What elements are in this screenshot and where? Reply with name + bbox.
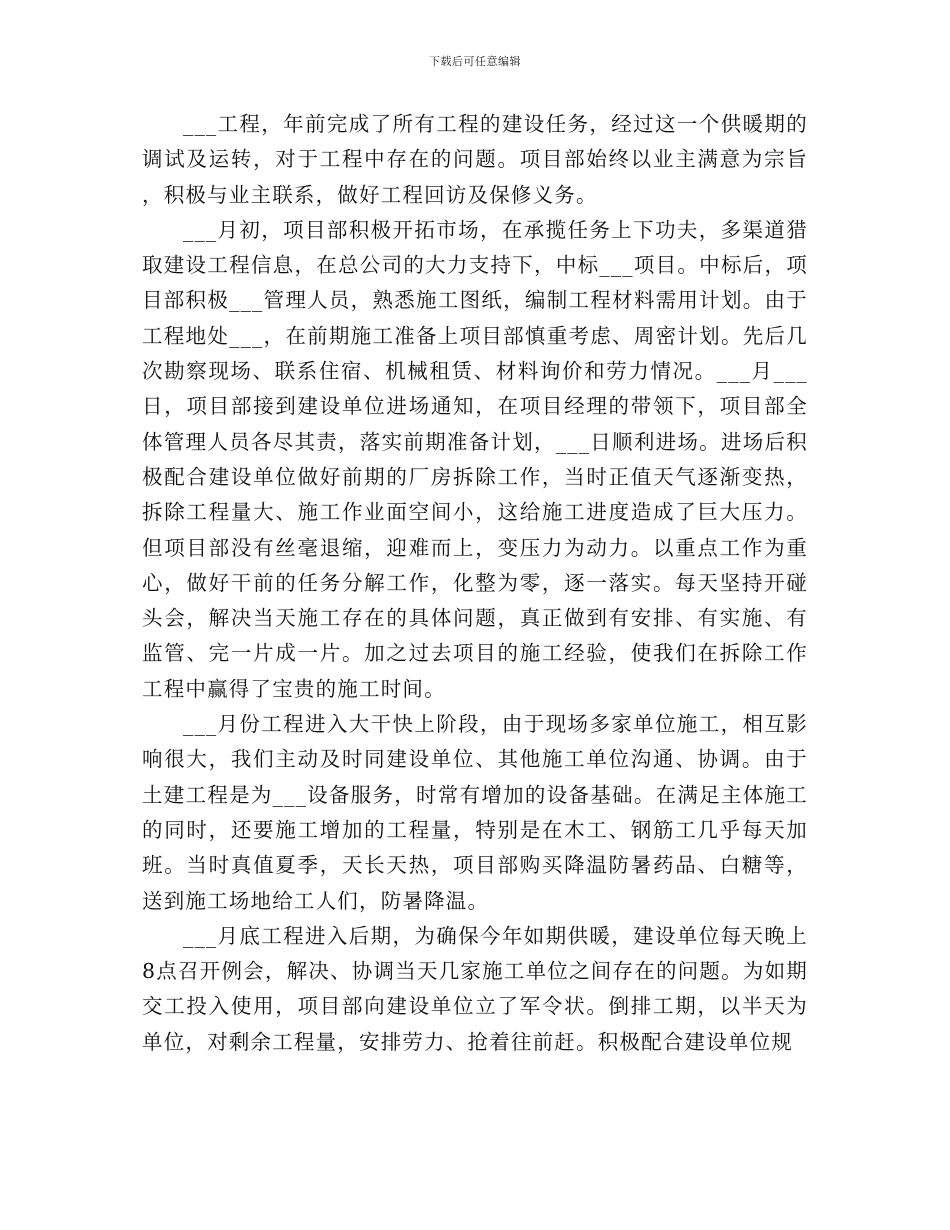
page-header: 下载后可任意编辑 [429,55,521,68]
document-body [142,107,808,1060]
paragraph: ___月初，项目部积极开拓市场，在承揽任务上下功夫，多渠道猎取建设工程信息，在总公司的大力支持下，中标___项目。中标后，项目部积极___管理人员，熟悉施工图纸，编制工程材料需用计划。由于工程地处___，在前期施工准备上项目部慎重考虑、周密计划。先后几次勘察现场、联系住宿、机械租赁、材料询价和劳力情况。___月___日，项目部接到建设单位进场通知，在项目经理的带领下，项目部全体管理人员各尽其责，落实前期准备计划，___日顺利进场。进场后积极配合建设单位做好前期的厂房拆除工作，当时正值天气逐渐变热，拆除工程量大、施工作业面空间小，这给施工进度造成了巨大压力。但项目部没有丝毫退缩，迎难而上，变压力为动力。以重点工作为重心，做好干前的任务分解工作，化整为零，逐一落实。每天坚持开碰头会，解决当天施工存在的具体问题，真正做到有安排、有实施、有监管、完一片成一片。加之过去项目的施工经验，使我们在拆除工作工程中赢得了宝贵的施工时间。 [142,217,808,701]
paragraph: ___月底工程进入后期，为确保今年如期供暖，建设单位每天晚上8点召开例会，解决、协调当天几家施工单位之间存在的问题。为如期交工投入使用，项目部向建设单位立了军令状。倒排工期，以半天为单位，对剩余工程量，安排劳力、抢着往前赶。积极配合建设单位规 [142,923,808,1054]
paragraph: ___工程，年前完成了所有工程的建设任务，经过这一个供暖期的调试及运转，对于工程中存在的问题。项目部始终以业主满意为宗旨，积极与业主联系，做好工程回访及保修义务。 [142,112,808,207]
paragraph: ___月份工程进入大干快上阶段，由于现场多家单位施工，相互影响很大，我们主动及时同建设单位、其他施工单位沟通、协调。由于土建工程是为___设备服务，时常有增加的设备基础。在满足主体施工的同时，还要施工增加的工程量，特别是在木工、钢筋工几乎每天加班。当时真值夏季，天长天热，项目部购买降温防暑药品、白糖等，送到施工场地给工人们，防暑降温。 [142,712,808,913]
